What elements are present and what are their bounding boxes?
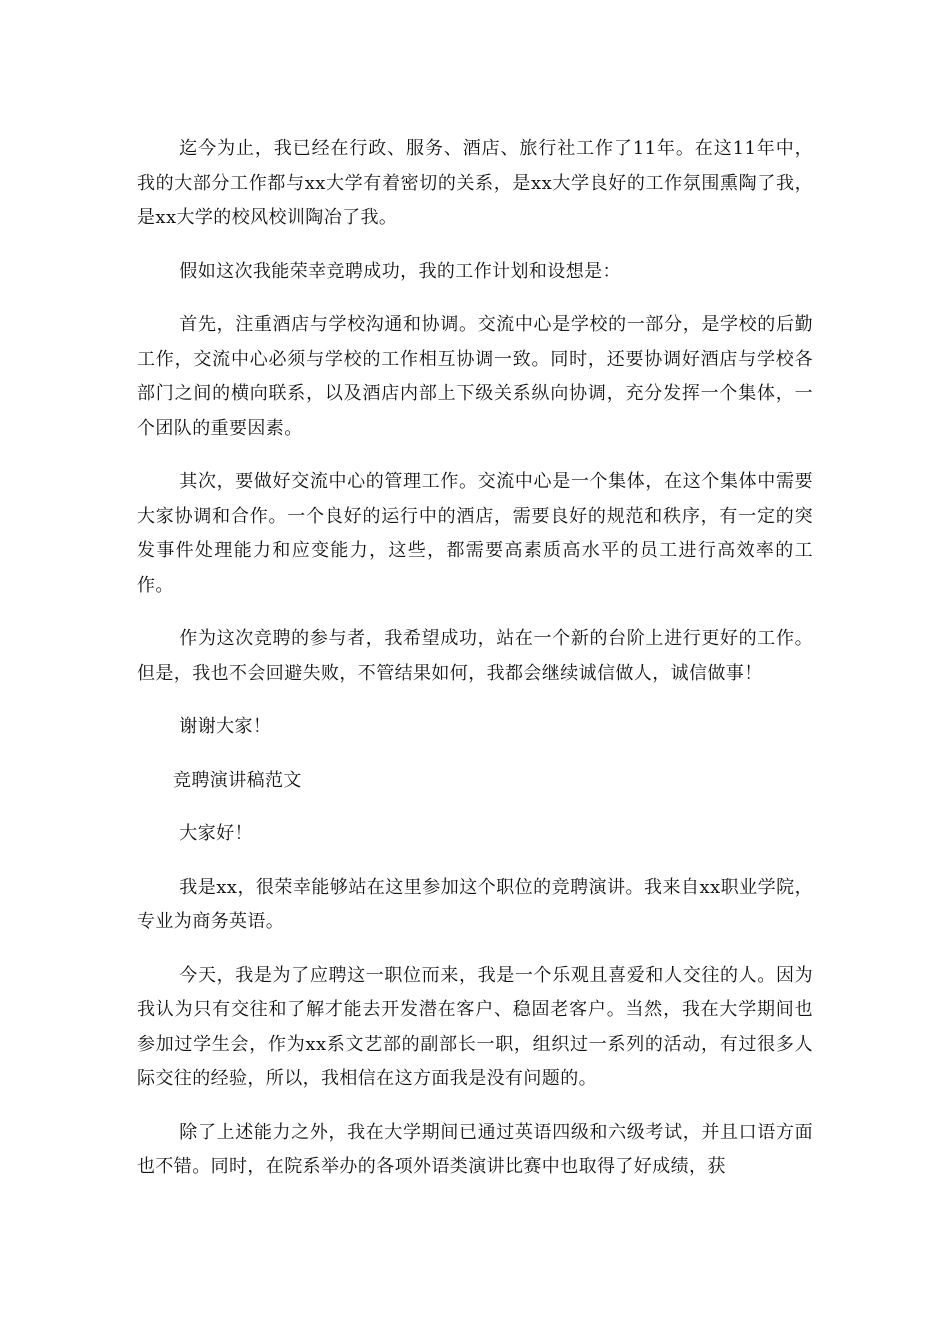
paragraph-self-intro: 我是xx，很荣幸能够站在这里参加这个职位的竞聘演讲。我来自xx职业学院，专业为商务英语。 xyxy=(137,876,813,932)
paragraph-motivation: 今天，我是为了应聘这一职位而来，我是一个乐观且喜爱和人交往的人。因为我认为只有交往和了解才能去开发潜在客户、稳固老客户。当然，我在大学期间也参加过学生会，作为xx系文艺部的副部长一职，组织过一系列的活动，有过很多人际交往的经验，所以，我相信在这方面我是没有问题的。 xyxy=(137,964,813,1089)
paragraph-thanks: 谢谢大家！ xyxy=(179,716,272,737)
paragraph-plan-intro: 假如这次我能荣幸竞聘成功，我的工作计划和设想是： xyxy=(179,260,621,282)
paragraph-second-point: 其次，要做好交流中心的管理工作。交流中心是一个集体，在这个集体中需要大家协调和合作。一个良好的运行中的酒店，需要良好的规范和秩序，有一定的突发事件处理能力和应变能力，这些，都需要高素质高水平的员工进行高效率的工作。 xyxy=(137,471,813,596)
section-title: 竞聘演讲稿范文 xyxy=(173,769,302,791)
paragraph-participant: 作为这次竞聘的参与者，我希望成功，站在一个新的台阶上进行更好的工作。但是，我也不会回避失败，不管结果如何，我都会继续诚信做人，诚信做事！ xyxy=(137,628,813,684)
paragraph-abilities: 除了上述能力之外，我在大学期间已通过英语四级和六级考试，并且口语方面也不错。同时，在院系举办的各项外语类演讲比赛中也取得了好成绩，获 xyxy=(137,1121,813,1177)
paragraph-work-history: 迄今为止，我已经在行政、服务、酒店、旅行社工作了11年。在这11年中，我的大部分工作都与xx大学有着密切的关系，是xx大学良好的工作氛围熏陶了我，是xx大学的校风校训陶冶了我。 xyxy=(137,138,813,228)
paragraph-greeting: 大家好！ xyxy=(179,823,253,844)
document-body xyxy=(137,132,813,1204)
paragraph-first-point: 首先，注重酒店与学校沟通和协调。交流中心是学校的一部分，是学校的后勤工作，交流中心必须与学校的工作相互协调一致。同时，还要协调好酒店与学校各部门之间的横向联系，以及酒店内部上下级关系纵向协调，充分发挥一个集体，一个团队的重要因素。 xyxy=(137,314,813,439)
